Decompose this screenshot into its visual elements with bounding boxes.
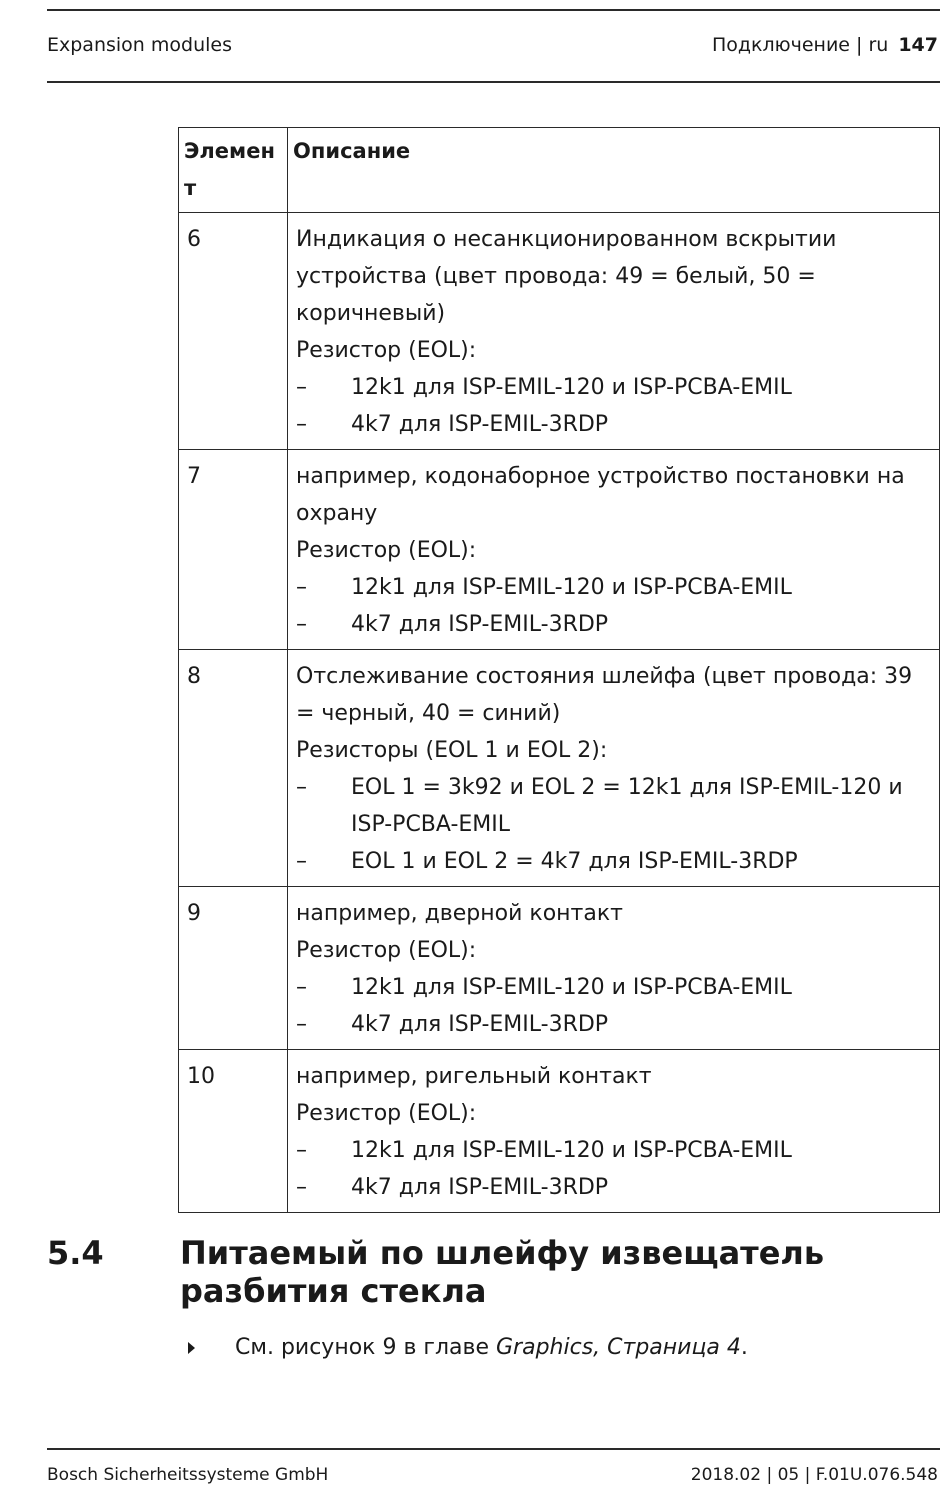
- table-row: [179, 1050, 940, 1213]
- resistor-label: Резистор (EOL):: [296, 1101, 477, 1126]
- col-header-description: Описание: [288, 128, 940, 213]
- items-table: [178, 127, 940, 1213]
- list-item: [296, 769, 933, 843]
- section-title: Питаемый по шлейфу извещатель разбития стекла: [180, 1234, 825, 1310]
- bullet-text: 4k7 для ISP-EMIL-3RDP: [351, 612, 609, 637]
- list-item: [296, 406, 933, 443]
- page-number: 147: [898, 34, 938, 56]
- footer-rule: [47, 1448, 940, 1450]
- description-text: Индикация о несанкционированном вскрытии устройства (цвет провода: 49 = белый, 50 = коричневый): [296, 227, 837, 326]
- header-section-info: [712, 34, 938, 56]
- bullet-text: 12k1 для ISP-EMIL-120 и ISP-PCBA-EMIL: [351, 975, 792, 1000]
- description-text: например, дверной контакт: [296, 901, 623, 926]
- bullet-dash: –: [296, 849, 307, 874]
- header-rule-bottom: [47, 81, 940, 83]
- bullet-dash: –: [296, 1175, 307, 1200]
- list-item: [296, 606, 933, 643]
- bullet-dash: –: [296, 412, 307, 437]
- table-header-row: [179, 128, 940, 213]
- bullet-text: EOL 1 = 3k92 и EOL 2 = 12k1 для ISP-EMIL-120 и ISP-PCBA-EMIL: [351, 775, 903, 837]
- section-number: 5.4: [47, 1234, 104, 1272]
- bullet-dash: –: [296, 612, 307, 637]
- list-item: [296, 369, 933, 406]
- bullet-dash: –: [296, 775, 307, 800]
- table-row: [179, 887, 940, 1050]
- table-row: [179, 213, 940, 450]
- item-number: 9: [179, 887, 288, 1050]
- description-text: например, кодонаборное устройство постановки на охрану: [296, 464, 905, 526]
- bullet-text: 12k1 для ISP-EMIL-120 и ISP-PCBA-EMIL: [351, 575, 792, 600]
- header-doc-title: Expansion modules: [47, 34, 232, 56]
- bullet-dash: –: [296, 1012, 307, 1037]
- table-row: [179, 650, 940, 887]
- note-suffix: .: [740, 1335, 748, 1360]
- list-item: [296, 1132, 933, 1169]
- resistor-label: Резистор (EOL):: [296, 538, 477, 563]
- item-number: 8: [179, 650, 288, 887]
- item-number: 6: [179, 213, 288, 450]
- list-item: [296, 1006, 933, 1043]
- list-item: [296, 569, 933, 606]
- cross-reference-note: [180, 1333, 748, 1363]
- description-text: Отслеживание состояния шлейфа (цвет провода: 39 = черный, 40 = синий): [296, 664, 913, 726]
- footer-doc-id: 2018.02 | 05 | F.01U.076.548: [690, 1465, 938, 1485]
- bullet-dash: –: [296, 975, 307, 1000]
- item-description: [288, 450, 940, 650]
- resistor-label: Резисторы (EOL 1 и EOL 2):: [296, 738, 608, 763]
- triangle-right-icon: [188, 1342, 195, 1354]
- description-text: например, ригельный контакт: [296, 1064, 652, 1089]
- note-text: [235, 1333, 748, 1363]
- bullet-text: 4k7 для ISP-EMIL-3RDP: [351, 1012, 609, 1037]
- item-description: [288, 887, 940, 1050]
- list-item: [296, 969, 933, 1006]
- footer-company: Bosch Sicherheitssysteme GmbH: [47, 1465, 329, 1485]
- header-chapter: Подключение | ru: [711, 34, 889, 56]
- list-item: [296, 843, 933, 880]
- bullet-dash: –: [296, 375, 307, 400]
- bullet-dash: –: [296, 575, 307, 600]
- bullet-text: EOL 1 и EOL 2 = 4k7 для ISP-EMIL-3RDP: [351, 849, 798, 874]
- note-prefix: См. рисунок 9 в главе: [235, 1335, 496, 1360]
- table-row: [179, 450, 940, 650]
- bullet-dash: –: [296, 1138, 307, 1163]
- bullet-text: 12k1 для ISP-EMIL-120 и ISP-PCBA-EMIL: [351, 375, 792, 400]
- bullet-text: 12k1 для ISP-EMIL-120 и ISP-PCBA-EMIL: [351, 1138, 792, 1163]
- item-number: 10: [179, 1050, 288, 1213]
- item-description: [288, 213, 940, 450]
- bullet-text: 4k7 для ISP-EMIL-3RDP: [351, 1175, 609, 1200]
- resistor-label: Резистор (EOL):: [296, 938, 477, 963]
- resistor-label: Резистор (EOL):: [296, 338, 477, 363]
- item-description: [288, 1050, 940, 1213]
- item-description: [288, 650, 940, 887]
- header-rule-top: [47, 9, 940, 11]
- note-reference-link[interactable]: Graphics, Страница 4: [496, 1335, 741, 1360]
- item-number: 7: [179, 450, 288, 650]
- bullet-text: 4k7 для ISP-EMIL-3RDP: [351, 412, 609, 437]
- col-header-item: Элемент: [179, 128, 288, 213]
- list-item: [296, 1169, 933, 1206]
